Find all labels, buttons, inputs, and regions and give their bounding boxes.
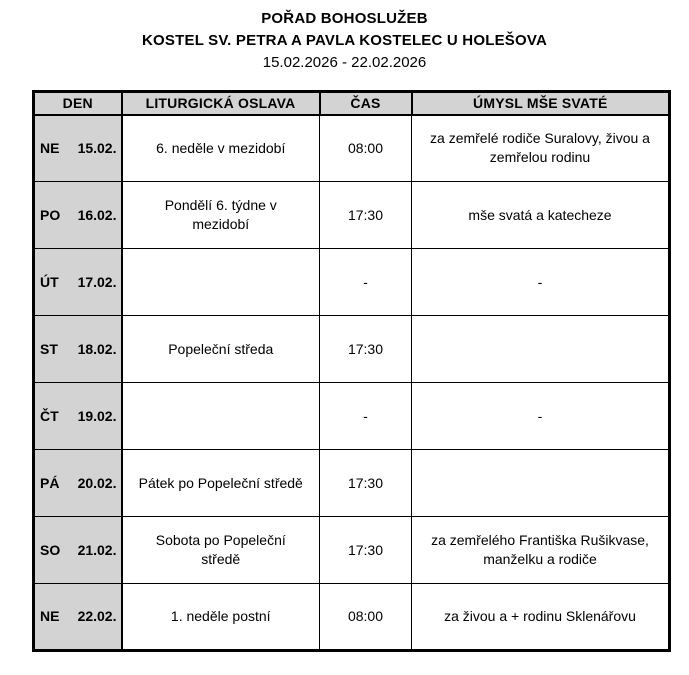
- table-row: [34, 182, 670, 249]
- celebration-text: Pondělí 6. týdne v mezidobí: [164, 197, 277, 232]
- celebration-text: Sobota po Popeleční středě: [155, 532, 286, 567]
- day-abbr: ÚT: [40, 273, 59, 290]
- intention-cell: [412, 115, 670, 182]
- day-abbr: NE: [40, 608, 60, 625]
- schedule-table-header: [34, 92, 670, 115]
- time-text: -: [363, 273, 368, 290]
- intention-cell: [412, 249, 670, 316]
- col-header-time: ČAS: [320, 92, 412, 115]
- time-text: 17:30: [347, 206, 384, 223]
- time-text: 17:30: [347, 474, 384, 491]
- celebration-cell: [122, 383, 320, 450]
- day-cell: [34, 115, 122, 182]
- col-header-intention: ÚMYSL MŠE SVATÉ: [412, 92, 670, 115]
- day-date: 20.02.: [77, 474, 117, 491]
- time-cell: [320, 115, 412, 182]
- celebration-cell: [122, 182, 320, 249]
- page-title: POŘAD BOHOSLUŽEB: [261, 10, 428, 27]
- time-text: 08:00: [347, 139, 384, 156]
- intention-cell: [412, 182, 670, 249]
- col-header-celebration: LITURGICKÁ OSLAVA: [122, 92, 320, 115]
- celebration-text: 6. neděle v mezidobí: [156, 139, 286, 156]
- intention-cell: [412, 450, 670, 517]
- schedule-table: [32, 90, 671, 652]
- celebration-cell: [122, 584, 320, 651]
- time-cell: [320, 517, 412, 584]
- day-date: 22.02.: [77, 608, 117, 625]
- day-cell: [34, 383, 122, 450]
- col-header-day: DEN: [34, 92, 122, 115]
- time-text: 17:30: [347, 340, 384, 357]
- document-header: [0, 0, 689, 74]
- celebration-cell: [122, 115, 320, 182]
- day-abbr: ST: [40, 340, 58, 357]
- time-cell: [320, 316, 412, 383]
- table-row: [34, 584, 670, 651]
- day-cell: [34, 450, 122, 517]
- schedule-table-body: [34, 115, 670, 651]
- page-subtitle: KOSTEL SV. PETRA A PAVLA KOSTELEC U HOLEŠOVA: [142, 32, 547, 49]
- time-cell: [320, 182, 412, 249]
- table-row: [34, 249, 670, 316]
- celebration-cell: [122, 450, 320, 517]
- date-range: 15.02.2026 - 22.02.2026: [262, 54, 427, 71]
- intention-cell: [412, 316, 670, 383]
- time-cell: [320, 383, 412, 450]
- intention-text: za zemřelého Františka Rušikvase, manželku a rodiče: [431, 532, 649, 567]
- day-abbr: ČT: [40, 407, 59, 424]
- time-cell: [320, 249, 412, 316]
- intention-text: -: [537, 273, 543, 290]
- table-row: [34, 115, 670, 182]
- table-row: [34, 383, 670, 450]
- day-cell: [34, 584, 122, 651]
- day-date: 15.02.: [77, 139, 117, 156]
- time-text: 17:30: [347, 541, 384, 558]
- intention-text: za zemřelé rodiče Suralovy, živou a zemřelou rodinu: [430, 130, 650, 166]
- time-text: 08:00: [347, 608, 384, 625]
- intention-cell: [412, 383, 670, 450]
- day-abbr: NE: [40, 139, 60, 156]
- intention-cell: [412, 584, 670, 651]
- day-date: 21.02.: [77, 541, 117, 558]
- day-abbr: SO: [40, 541, 61, 558]
- day-cell: [34, 316, 122, 383]
- day-abbr: PÁ: [40, 474, 60, 491]
- day-date: 19.02.: [77, 407, 117, 424]
- celebration-cell: [122, 517, 320, 584]
- day-cell: [34, 517, 122, 584]
- time-cell: [320, 584, 412, 651]
- celebration-text: Pátek po Popeleční středě: [138, 474, 303, 491]
- intention-cell: [412, 517, 670, 584]
- celebration-text: Popeleční středa: [168, 340, 274, 357]
- celebration-cell: [122, 316, 320, 383]
- intention-text: -: [537, 407, 543, 424]
- day-date: 17.02.: [77, 273, 117, 290]
- table-row: [34, 316, 670, 383]
- day-date: 16.02.: [77, 206, 117, 223]
- day-date: 18.02.: [77, 340, 117, 357]
- time-text: -: [363, 407, 368, 424]
- day-cell: [34, 249, 122, 316]
- intention-text: za živou a + rodinu Sklenářovu: [444, 608, 636, 625]
- header-row: [34, 92, 670, 115]
- celebration-cell: [122, 249, 320, 316]
- day-abbr: PO: [40, 206, 61, 223]
- table-row: [34, 450, 670, 517]
- time-cell: [320, 450, 412, 517]
- day-cell: [34, 182, 122, 249]
- intention-text: mše svatá a katecheze: [468, 206, 612, 223]
- table-row: [34, 517, 670, 584]
- celebration-text: 1. neděle postní: [170, 608, 271, 625]
